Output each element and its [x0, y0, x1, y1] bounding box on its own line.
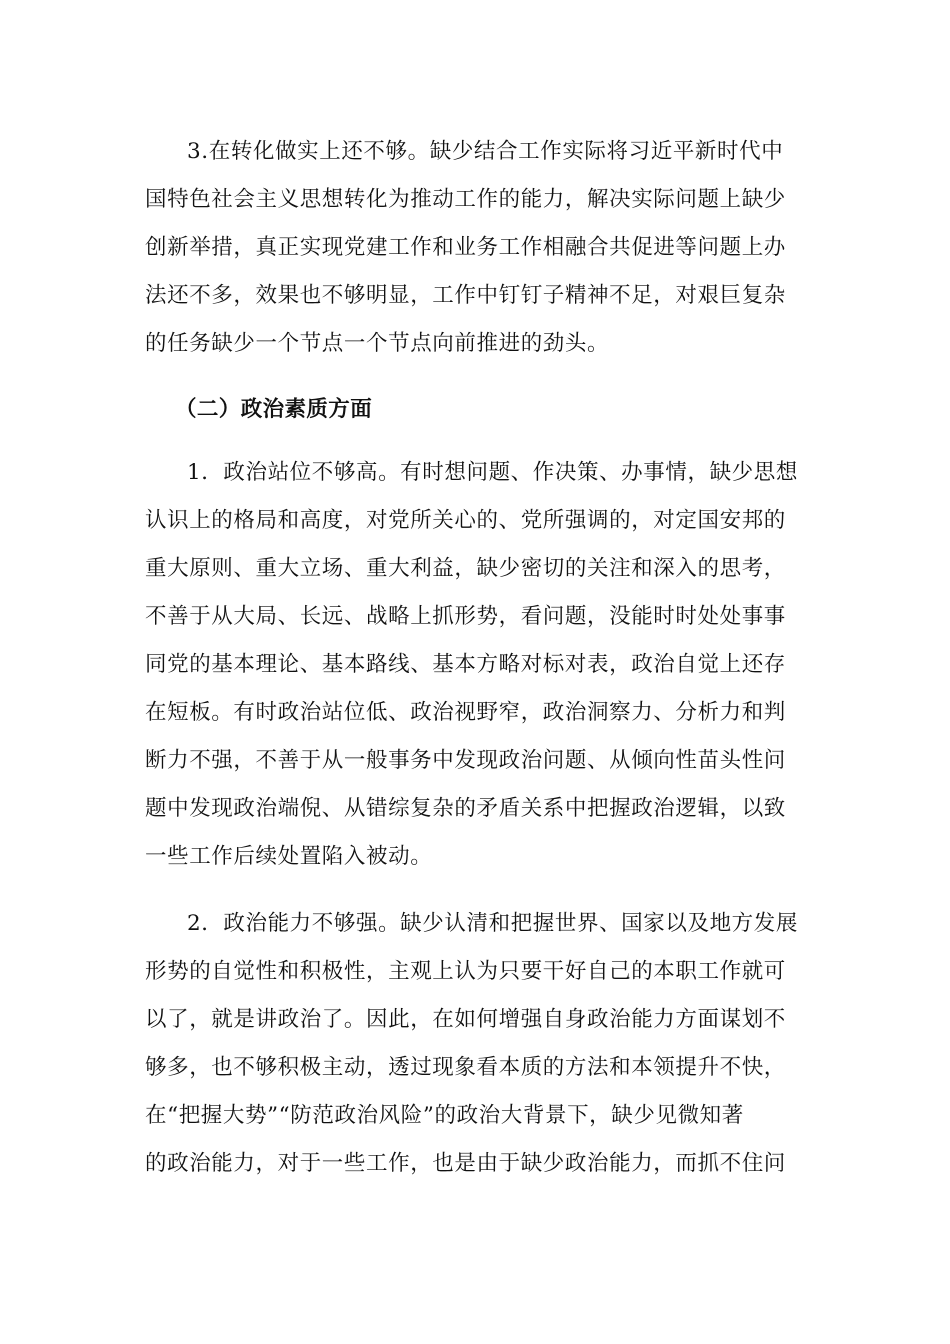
paragraph-line: 题中发现政治端倪、从错综复杂的矛盾关系中把握政治逻辑，以致	[145, 796, 786, 821]
paragraph-line: 够多，也不够积极主动，透过现象看本质的方法和本领提升不快，	[145, 1055, 786, 1080]
paragraph-line: 的政治能力，对于一些工作，也是由于缺少政治能力，而抓不住问	[145, 1151, 786, 1176]
paragraph-line: 以了，就是讲政治了。因此，在如何增强自身政治能力方面谋划不	[145, 1007, 786, 1032]
paragraph-line: 3.在转化做实上还不够。缺少结合工作实际将习近平新时代中	[187, 139, 784, 164]
paragraph-line: 创新举措，真正实现党建工作和业务工作相融合共促进等问题上办	[145, 235, 786, 260]
paragraph-line: 2．政治能力不够强。缺少认清和把握世界、国家以及地方发展	[187, 911, 798, 936]
paragraph-line: 认识上的格局和高度，对党所关心的、党所强调的，对定国安邦的	[145, 508, 786, 533]
paragraph-line: 重大原则、重大立场、重大利益，缺少密切的关注和深入的思考，	[145, 556, 786, 581]
paragraph-line: 不善于从大局、长远、战略上抓形势，看问题，没能时时处处事事	[145, 604, 786, 629]
paragraph-line: 一些工作后续处置陷入被动。	[145, 844, 433, 869]
paragraph-line: 同党的基本理论、基本路线、基本方略对标对表，政治自觉上还存	[145, 652, 786, 677]
paragraph-line: 国特色社会主义思想转化为推动工作的能力，解决实际问题上缺少	[145, 187, 786, 212]
paragraph-line: 法还不多，效果也不够明显，工作中钉钉子精神不足，对艰巨复杂	[145, 283, 786, 308]
paragraph-line: 1．政治站位不够高。有时想问题、作决策、办事情，缺少思想	[187, 460, 798, 485]
paragraph-line: 断力不强，不善于从一般事务中发现政治问题、从倾向性苗头性问	[145, 748, 786, 773]
paragraph-line: 形势的自觉性和积极性，主观上认为只要干好自己的本职工作就可	[145, 959, 786, 984]
paragraph-line: 在短板。有时政治站位低、政治视野窄，政治洞察力、分析力和判	[145, 700, 786, 725]
paragraph-line: 的任务缺少一个节点一个节点向前推进的劲头。	[145, 331, 610, 356]
paragraph-line: 在“把握大势”“防范政治风险”的政治大背景下，缺少见微知著	[145, 1103, 744, 1128]
section-heading: （二）政治素质方面	[175, 397, 373, 422]
